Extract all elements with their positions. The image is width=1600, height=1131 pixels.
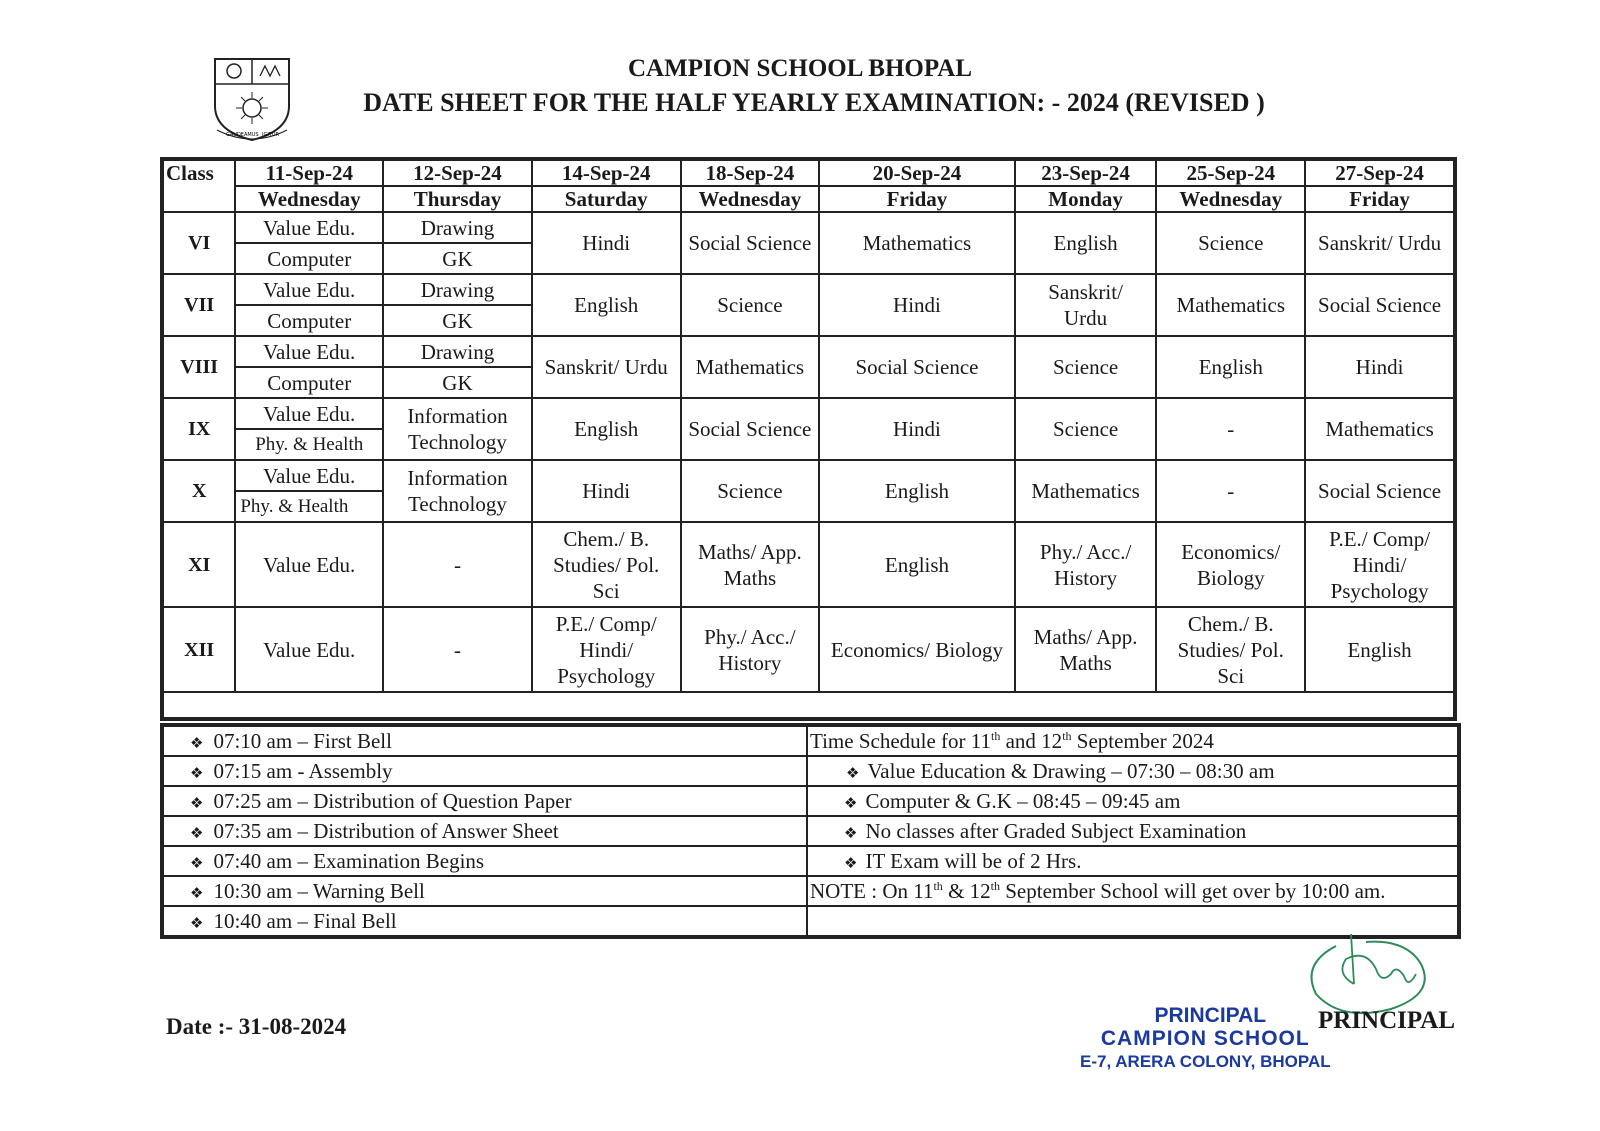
- subject-cell: Social Science: [1305, 460, 1455, 522]
- subject-cell: GK: [383, 367, 532, 398]
- subject-cell: Social Science: [681, 398, 820, 460]
- subject-cell: English: [1305, 607, 1455, 692]
- subject-cell: Mathematics: [681, 336, 820, 398]
- timing-item: [162, 816, 807, 846]
- subject-cell: Mathematics: [819, 212, 1015, 274]
- class-cell: X: [162, 460, 235, 522]
- subject-cell: P.E./ Comp/ Hindi/ Psychology: [532, 607, 681, 692]
- schedule-text: Computer & G.K – 08:45 – 09:45 am: [865, 788, 1181, 813]
- subject-cell: Phy./ Acc./ History: [681, 607, 820, 692]
- table-row: [162, 274, 1455, 305]
- date-header: 20-Sep-24: [819, 159, 1015, 186]
- subject-cell: Sanskrit/ Urdu: [1015, 274, 1157, 336]
- subject-cell: Value Edu.: [235, 212, 383, 243]
- principal-label: PRINCIPAL: [1318, 1007, 1456, 1034]
- subject-cell: Social Science: [1305, 274, 1455, 336]
- subject-cell: Science: [1015, 398, 1157, 460]
- subject-cell: Value Edu.: [235, 607, 383, 692]
- date-header: 27-Sep-24: [1305, 159, 1455, 186]
- subject-cell: Value Edu.: [235, 336, 383, 367]
- subject-cell: Social Science: [819, 336, 1015, 398]
- subject-cell: Drawing: [383, 336, 532, 367]
- timing-item: [162, 906, 807, 937]
- subject-cell: Hindi: [532, 212, 681, 274]
- schedule-item: [807, 816, 1459, 846]
- class-cell: VII: [162, 274, 235, 336]
- bullet-icon: ❖: [844, 853, 858, 872]
- subject-cell: Chem./ B. Studies/ Pol. Sci: [1156, 607, 1305, 692]
- class-header: Class: [162, 159, 235, 212]
- timing-item: [162, 876, 807, 906]
- table-row: [162, 607, 1455, 692]
- timing-item: [162, 846, 807, 876]
- stamp-line: E-7, ARERA COLONY, BHOPAL: [1080, 1052, 1331, 1071]
- bullet-icon: ❖: [844, 793, 858, 812]
- class-cell: XII: [162, 607, 235, 692]
- bullet-icon: ❖: [190, 763, 204, 782]
- subject-cell: -: [1156, 398, 1305, 460]
- subject-cell: Maths/ App. Maths: [681, 522, 820, 607]
- svg-text:GAUDEAMUS: GAUDEAMUS: [226, 132, 259, 138]
- subject-cell: Hindi: [1305, 336, 1455, 398]
- subject-cell: -: [383, 522, 532, 607]
- day-header: Wednesday: [235, 186, 383, 212]
- subject-cell: Phy./ Acc./ History: [1015, 522, 1157, 607]
- timing-item: [162, 786, 807, 816]
- schedule-text: IT Exam will be of 2 Hrs.: [865, 848, 1082, 873]
- day-header: Friday: [1305, 186, 1455, 212]
- timing-text: 07:35 am – Distribution of Answer Sheet: [213, 818, 559, 843]
- timing-item: [162, 725, 807, 756]
- day-header: Wednesday: [1156, 186, 1305, 212]
- note-text: NOTE : On 11th & 12th September School will get over by 10:00 am.: [807, 876, 1459, 906]
- subject-cell: Mathematics: [1015, 460, 1157, 522]
- issue-date: Date :- 31-08-2024: [166, 1014, 347, 1039]
- subject-cell: Computer: [235, 305, 383, 336]
- timing-row: [162, 906, 1459, 937]
- subject-cell: Science: [681, 460, 820, 522]
- timing-row: [162, 816, 1459, 846]
- page-title: DATE SHEET FOR THE HALF YEARLY EXAMINATION: - 2024 (REVISED ): [363, 88, 1265, 117]
- subject-cell: Hindi: [819, 398, 1015, 460]
- timing-row: [162, 786, 1459, 816]
- date-header: 18-Sep-24: [681, 159, 820, 186]
- subject-cell: Information Technology: [383, 398, 532, 460]
- school-name: CAMPION SCHOOL BHOPAL: [627, 55, 972, 82]
- subject-cell: English: [532, 274, 681, 336]
- subject-cell: Science: [1156, 212, 1305, 274]
- subject-cell: Chem./ B. Studies/ Pol. Sci: [532, 522, 681, 607]
- date-header: 14-Sep-24: [532, 159, 681, 186]
- subject-cell: Economics/ Biology: [1156, 522, 1305, 607]
- schedule-text: No classes after Graded Subject Examination: [865, 818, 1247, 843]
- subject-cell: Science: [681, 274, 820, 336]
- subject-cell: English: [819, 522, 1015, 607]
- table-row: [162, 336, 1455, 367]
- subject-cell: Value Edu.: [235, 274, 383, 305]
- schedule-item: [807, 756, 1459, 786]
- timing-text: 10:40 am – Final Bell: [213, 908, 397, 933]
- table-row: [162, 460, 1455, 491]
- exam-schedule-table: [160, 157, 1457, 721]
- bullet-icon: ❖: [846, 763, 860, 782]
- bullet-icon: ❖: [190, 793, 204, 812]
- table-row: [162, 398, 1455, 429]
- subject-cell: Drawing: [383, 212, 532, 243]
- subject-cell: Hindi: [532, 460, 681, 522]
- timing-text: 10:30 am – Warning Bell: [213, 878, 425, 903]
- timing-row: [162, 846, 1459, 876]
- schedule-text: Value Education & Drawing – 07:30 – 08:30 am: [867, 758, 1275, 783]
- date-header: 12-Sep-24: [383, 159, 532, 186]
- bullet-icon: ❖: [190, 853, 204, 872]
- spacer-row: [162, 692, 1455, 719]
- day-header: Friday: [819, 186, 1015, 212]
- subject-cell: P.E./ Comp/ Hindi/ Psychology: [1305, 522, 1455, 607]
- timing-text: 07:10 am – First Bell: [213, 728, 392, 753]
- subject-cell: Social Science: [681, 212, 820, 274]
- bullet-icon: ❖: [190, 913, 204, 932]
- subject-cell: Drawing: [383, 274, 532, 305]
- day-header: Thursday: [383, 186, 532, 212]
- date-header: 11-Sep-24: [235, 159, 383, 186]
- subject-cell: Information Technology: [383, 460, 532, 522]
- timing-text: 07:15 am - Assembly: [213, 758, 393, 783]
- day-header-row: [162, 186, 1455, 212]
- subject-cell: GK: [383, 243, 532, 274]
- subject-cell: Sanskrit/ Urdu: [532, 336, 681, 398]
- schedule-item: [807, 786, 1459, 816]
- day-header: Monday: [1015, 186, 1157, 212]
- subject-cell: Maths/ App. Maths: [1015, 607, 1157, 692]
- subject-cell: Economics/ Biology: [819, 607, 1015, 692]
- subject-cell: Value Edu.: [235, 522, 383, 607]
- subject-cell: -: [1156, 460, 1305, 522]
- timing-row: [162, 876, 1459, 906]
- table-row: [162, 522, 1455, 607]
- subject-cell: -: [383, 607, 532, 692]
- date-header: 23-Sep-24: [1015, 159, 1157, 186]
- date-header: 25-Sep-24: [1156, 159, 1305, 186]
- subject-cell: Value Edu.: [235, 398, 383, 429]
- subject-cell: Value Edu.: [235, 460, 383, 491]
- bullet-icon: ❖: [190, 733, 204, 752]
- subject-cell: Sanskrit/ Urdu: [1305, 212, 1455, 274]
- subject-cell: Phy. & Health: [235, 491, 383, 522]
- spacer-cell: [162, 692, 1455, 719]
- stamp-line: PRINCIPAL: [1154, 1004, 1267, 1027]
- timing-text: 07:40 am – Examination Begins: [213, 848, 485, 873]
- bullet-icon: ❖: [844, 823, 858, 842]
- subject-cell: English: [532, 398, 681, 460]
- subject-cell: GK: [383, 305, 532, 336]
- subject-cell: English: [819, 460, 1015, 522]
- date-header-row: [162, 159, 1455, 186]
- schedule-item: [807, 846, 1459, 876]
- class-cell: IX: [162, 398, 235, 460]
- stamp-line: CAMPION SCHOOL: [1100, 1027, 1310, 1050]
- timing-text: 07:25 am – Distribution of Question Paper: [213, 788, 572, 813]
- time-schedule-heading: Time Schedule for 11th and 12th September 2024: [807, 725, 1459, 756]
- timing-row: [162, 725, 1459, 756]
- day-header: Wednesday: [681, 186, 820, 212]
- subject-cell: Phy. & Health: [235, 429, 383, 460]
- subject-cell: English: [1156, 336, 1305, 398]
- bullet-icon: ❖: [190, 883, 204, 902]
- svg-text:IGITUR: IGITUR: [262, 132, 280, 138]
- timing-row: [162, 756, 1459, 786]
- subject-cell: English: [1015, 212, 1157, 274]
- class-cell: VI: [162, 212, 235, 274]
- day-header: Saturday: [532, 186, 681, 212]
- subject-cell: Computer: [235, 367, 383, 398]
- subject-cell: Computer: [235, 243, 383, 274]
- principal-stamp: [1080, 1004, 1331, 1073]
- subject-cell: Hindi: [819, 274, 1015, 336]
- empty-cell: [807, 906, 1459, 937]
- timings-table: [160, 723, 1461, 939]
- timing-item: [162, 756, 807, 786]
- subject-cell: Mathematics: [1305, 398, 1455, 460]
- class-cell: XI: [162, 522, 235, 607]
- class-cell: VIII: [162, 336, 235, 398]
- table-row: [162, 212, 1455, 243]
- subject-cell: Science: [1015, 336, 1157, 398]
- subject-cell: Mathematics: [1156, 274, 1305, 336]
- bullet-icon: ❖: [190, 823, 204, 842]
